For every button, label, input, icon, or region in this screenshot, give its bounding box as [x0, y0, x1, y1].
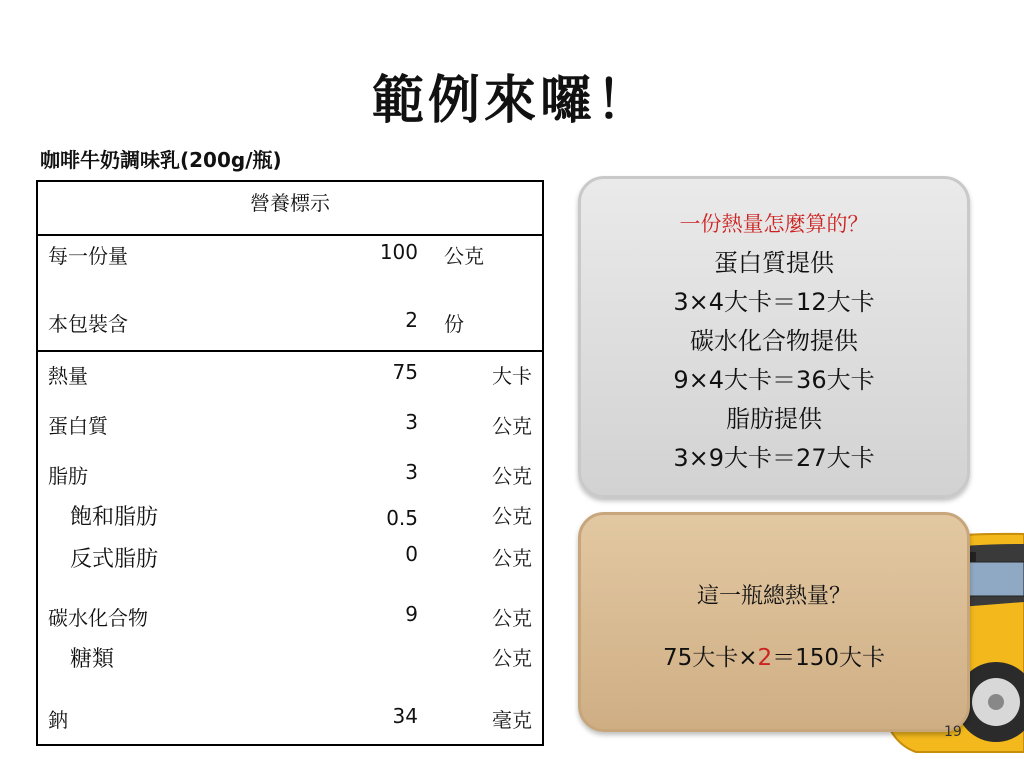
servings-multiplier: 2 — [757, 645, 773, 671]
calc-line: 脂肪提供 — [726, 405, 822, 433]
row-name: 飽和脂肪 — [70, 505, 159, 530]
row-unit: 大卡 — [492, 364, 532, 388]
product-name: 咖啡牛奶調味乳(200g/瓶) — [40, 148, 282, 172]
nutrient-row — [38, 360, 542, 392]
row-value: 0 — [405, 542, 418, 566]
row-unit: 公克 — [444, 244, 484, 268]
row-name: 本包裝含 — [48, 312, 128, 336]
nutrient-row — [38, 410, 542, 442]
calc-line: 3×9大卡＝27大卡 — [673, 444, 875, 472]
row-name: 蛋白質 — [48, 414, 108, 438]
row-unit: 份 — [444, 312, 464, 336]
row-unit: 公克 — [492, 646, 532, 670]
row-value: 100 — [379, 240, 418, 264]
calc-line: 3×4大卡＝12大卡 — [673, 288, 875, 316]
row-name: 脂肪 — [48, 464, 88, 488]
row-value: 34 — [392, 704, 418, 728]
nutrient-row — [38, 642, 542, 674]
row-value: 3 — [405, 410, 418, 434]
row-unit: 公克 — [492, 546, 532, 570]
total-calorie-box — [578, 512, 970, 732]
nutrient-row — [38, 704, 542, 736]
row-unit: 公克 — [492, 606, 532, 630]
row-name: 每一份量 — [48, 244, 128, 268]
total-equation — [581, 639, 967, 672]
serving-size-row — [38, 240, 542, 272]
row-unit: 公克 — [492, 504, 532, 528]
row-unit: 公克 — [492, 464, 532, 488]
total-question: 這一瓶總熱量？ — [696, 584, 851, 609]
row-value: 75 — [392, 360, 418, 384]
calc-question: 一份熱量怎麼算的？ — [679, 212, 869, 236]
nutrition-label-header: 營養標示 — [38, 182, 542, 236]
calc-line: 9×4大卡＝36大卡 — [673, 366, 875, 394]
servings-per-pack-row — [38, 308, 542, 340]
row-name: 熱量 — [48, 364, 88, 388]
nutrient-row — [38, 460, 542, 492]
row-name: 鈉 — [48, 708, 68, 732]
nutrient-row — [38, 542, 542, 574]
slide-title: 範例來囉！ — [371, 71, 652, 131]
row-value: 9 — [405, 602, 418, 626]
nutrient-row — [38, 500, 542, 532]
row-name: 糖類 — [70, 647, 115, 672]
section-divider — [38, 350, 542, 352]
nutrient-row — [38, 602, 542, 634]
row-value: 0.5 — [386, 506, 418, 530]
calc-line: 碳水化合物提供 — [690, 327, 858, 355]
page-number: 19 — [944, 724, 962, 740]
calorie-calculation-box — [578, 176, 970, 498]
nutrition-label-table — [36, 180, 544, 746]
row-unit: 公克 — [492, 414, 532, 438]
row-value: 3 — [405, 460, 418, 484]
equation-part: 75大卡× — [662, 645, 758, 671]
equation-part: ＝150大卡 — [772, 645, 886, 671]
calc-line: 蛋白質提供 — [714, 249, 834, 277]
row-value: 2 — [405, 308, 418, 332]
row-name: 反式脂肪 — [70, 547, 159, 572]
row-unit: 毫克 — [492, 708, 532, 732]
row-name: 碳水化合物 — [48, 606, 148, 630]
